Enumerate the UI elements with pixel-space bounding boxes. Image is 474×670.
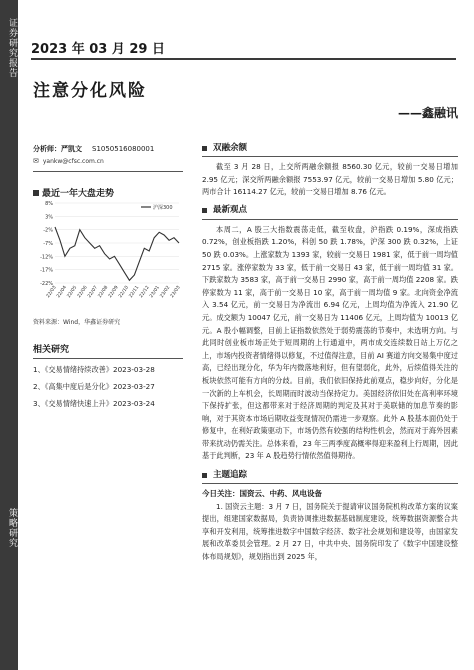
y-tick-label: -22% — [40, 281, 53, 287]
report-source: ——鑫融讯 — [397, 106, 458, 120]
related-item[interactable]: 1、《交易情绪持续改善》2023-03-28 — [33, 365, 155, 374]
related-item[interactable]: 3、《交易情绪快速上升》2023-03-24 — [33, 399, 155, 408]
chart-caption: 资料来源：Wind，华鑫证券研究 — [33, 319, 121, 326]
related-research — [33, 342, 183, 410]
x-tick-label: 22/04 — [56, 285, 68, 300]
sidebar-label-top: 证券研究报告 — [7, 18, 17, 78]
email-row — [33, 157, 183, 165]
header-divider — [31, 58, 456, 60]
page-title: 注意分化风险 — [33, 81, 147, 101]
section-bullet-icon — [202, 473, 207, 478]
x-tick-label: 22/03 — [45, 285, 58, 300]
x-tick-label: 22/11 — [128, 285, 141, 300]
right-column — [202, 142, 458, 564]
section-divider — [202, 156, 458, 157]
section-margin-header — [202, 142, 458, 154]
y-tick-label: -17% — [40, 267, 53, 274]
section-themes-subtitle: 今日关注：国资云、中药、风电设备 — [202, 489, 322, 499]
section-bullet-icon — [202, 208, 207, 213]
x-tick-label: 23/02 — [159, 285, 172, 300]
x-tick-label: 22/08 — [97, 285, 110, 300]
y-tick-label: -2% — [43, 227, 53, 234]
section-bullet-icon — [202, 146, 207, 151]
left-column — [33, 144, 183, 410]
section-divider — [202, 483, 458, 484]
section-divider — [202, 219, 458, 220]
section-views-text: 本周二，A 股三大指数震荡走低，截至收盘，沪指跌 0.19%，深成指跌 0.72%，创业板指跌 1.20%，科创 50 跌 1.78%，沪深 300 跌 0.32%，上证 50 跌 0.03%。上涨家数为 1393 家，较前一交易日 1981 家，低于前一周均值 2715 家。涨停家数为 33 家，低于前一交易日 43 家，低于前一周均值 31 家。下跌家数为 3583 家，高于前一交易日 2990 家，高于前一周均值 2208 家。跌停家数为 11 家，高于前一交易日 10 家，高于前一周均值 9 家。北向资金净流入 3.54 亿元，前一交易日为净流出 6.94 亿元，上周均值为净流入 21.90 亿元。成交额为 10047 亿元，前一交易日为 11406 亿元，上周均值为 10013 亿元。A 股小幅调整，目前上证指数依然处于弱势震荡的节奏中，未选明方向。与此同时创业板市场正处于短周期的上行通道中，两市成交连续数日站上万亿之上，市场内投资者情绪得以修复，不过值得注意，目前 AI 赛道方向交易集中度过高，已经出现分化，华为年内微落地利好，但有望弱化，此外，后续值得关注的板块依然可能有方向的分歧。目前，我们依旧保持此前观点，稳步向好，分化是一次新的上车机会，长周期而时波动当保持定力。美国经济依旧处在高利率环境下保持扩张，但这都带来对于经济周期的判定及其对于美联储的加息节奏的影响，对于其资本市场后期收益变现情况仍需进一步观察。此外 A 股基本面仍处于修复中，在利好政策驱动下，市场仍然有较强的结构性机会，然而对于海外因素带来扰动仍需关注。总体来看，23 年三两季度高概率得迎来盈利上行周期，因此基于此判断，23 年 A 股趋势行情依然值得期待。 — [202, 224, 458, 461]
series-line-hs300 — [55, 227, 179, 280]
section-margin-title: 双融余额 — [213, 142, 248, 153]
chart-title-marker-icon — [33, 190, 39, 196]
x-tick-label: 22/12 — [138, 285, 151, 300]
related-item[interactable]: 2、《高集中度后是分化》2023-03-27 — [33, 382, 155, 391]
x-tick-label: 22/10 — [118, 285, 130, 300]
section-margin-text: 截至 3 月 28 日，上交所两融余额报 8560.30 亿元，较前一交易日增加 2.95 亿元；深交所两融余额报 7553.97 亿元，较前一交易日增加 5.80 亿元；两市合计 16114.27 亿元，较前一交易日增加 8.76 亿元。 — [202, 162, 458, 197]
sidebar-label-bottom: 策略研究 — [7, 508, 17, 548]
x-tick-label: 23/01 — [149, 285, 161, 300]
x-tick-label: 22/09 — [107, 285, 120, 300]
analyst-label: 分析师： — [33, 145, 61, 153]
section-themes-text: 1. 国资云主题：3 月 7 日，国务院关于提请审议国务院机构改革方案的议案提出，组建国家数据局，负责协调推进数据基础制度建设，统筹数据资源整合共享和开发利用，统筹推进数字中国数字经济、数字社会规划和建设等，由国家发展和改革委员会管理。2 月 27 日，中共中央、国务院印发了《数字中国建设整体布局规划》，规划指出到 2025 年， — [202, 501, 458, 562]
section-views-title: 最新观点 — [213, 205, 248, 216]
analyst-email[interactable]: yankw@cfsc.com.cn — [42, 157, 104, 165]
index-chart — [33, 199, 183, 311]
related-divider — [33, 358, 183, 359]
x-tick-label: 22/06 — [76, 285, 89, 300]
mail-icon: ✉ — [33, 157, 39, 165]
left-divider — [33, 171, 183, 172]
x-tick-label: 23/03 — [169, 285, 182, 300]
section-themes-header — [202, 469, 458, 481]
x-tick-label: 22/07 — [87, 285, 99, 300]
y-tick-label: 3% — [45, 214, 53, 221]
analyst-name: 严凯文 — [61, 145, 82, 153]
report-date: 2023 年 03 月 29 日 — [31, 42, 165, 57]
x-tick-label: 22/05 — [66, 285, 79, 300]
y-tick-label: -7% — [43, 241, 53, 247]
analyst-cert: S1050516080001 — [92, 145, 155, 153]
related-title: 相关研究 — [33, 345, 70, 355]
analyst-row — [33, 144, 183, 154]
legend-label: 沪深300 — [153, 205, 173, 211]
left-sidebar — [0, 0, 18, 670]
section-themes-title: 主题追踪 — [213, 469, 248, 480]
y-tick-label: 8% — [45, 201, 53, 207]
chart-title: 最近一年大盘走势 — [33, 186, 183, 199]
section-views-header — [202, 205, 458, 217]
y-tick-label: -12% — [40, 254, 53, 261]
